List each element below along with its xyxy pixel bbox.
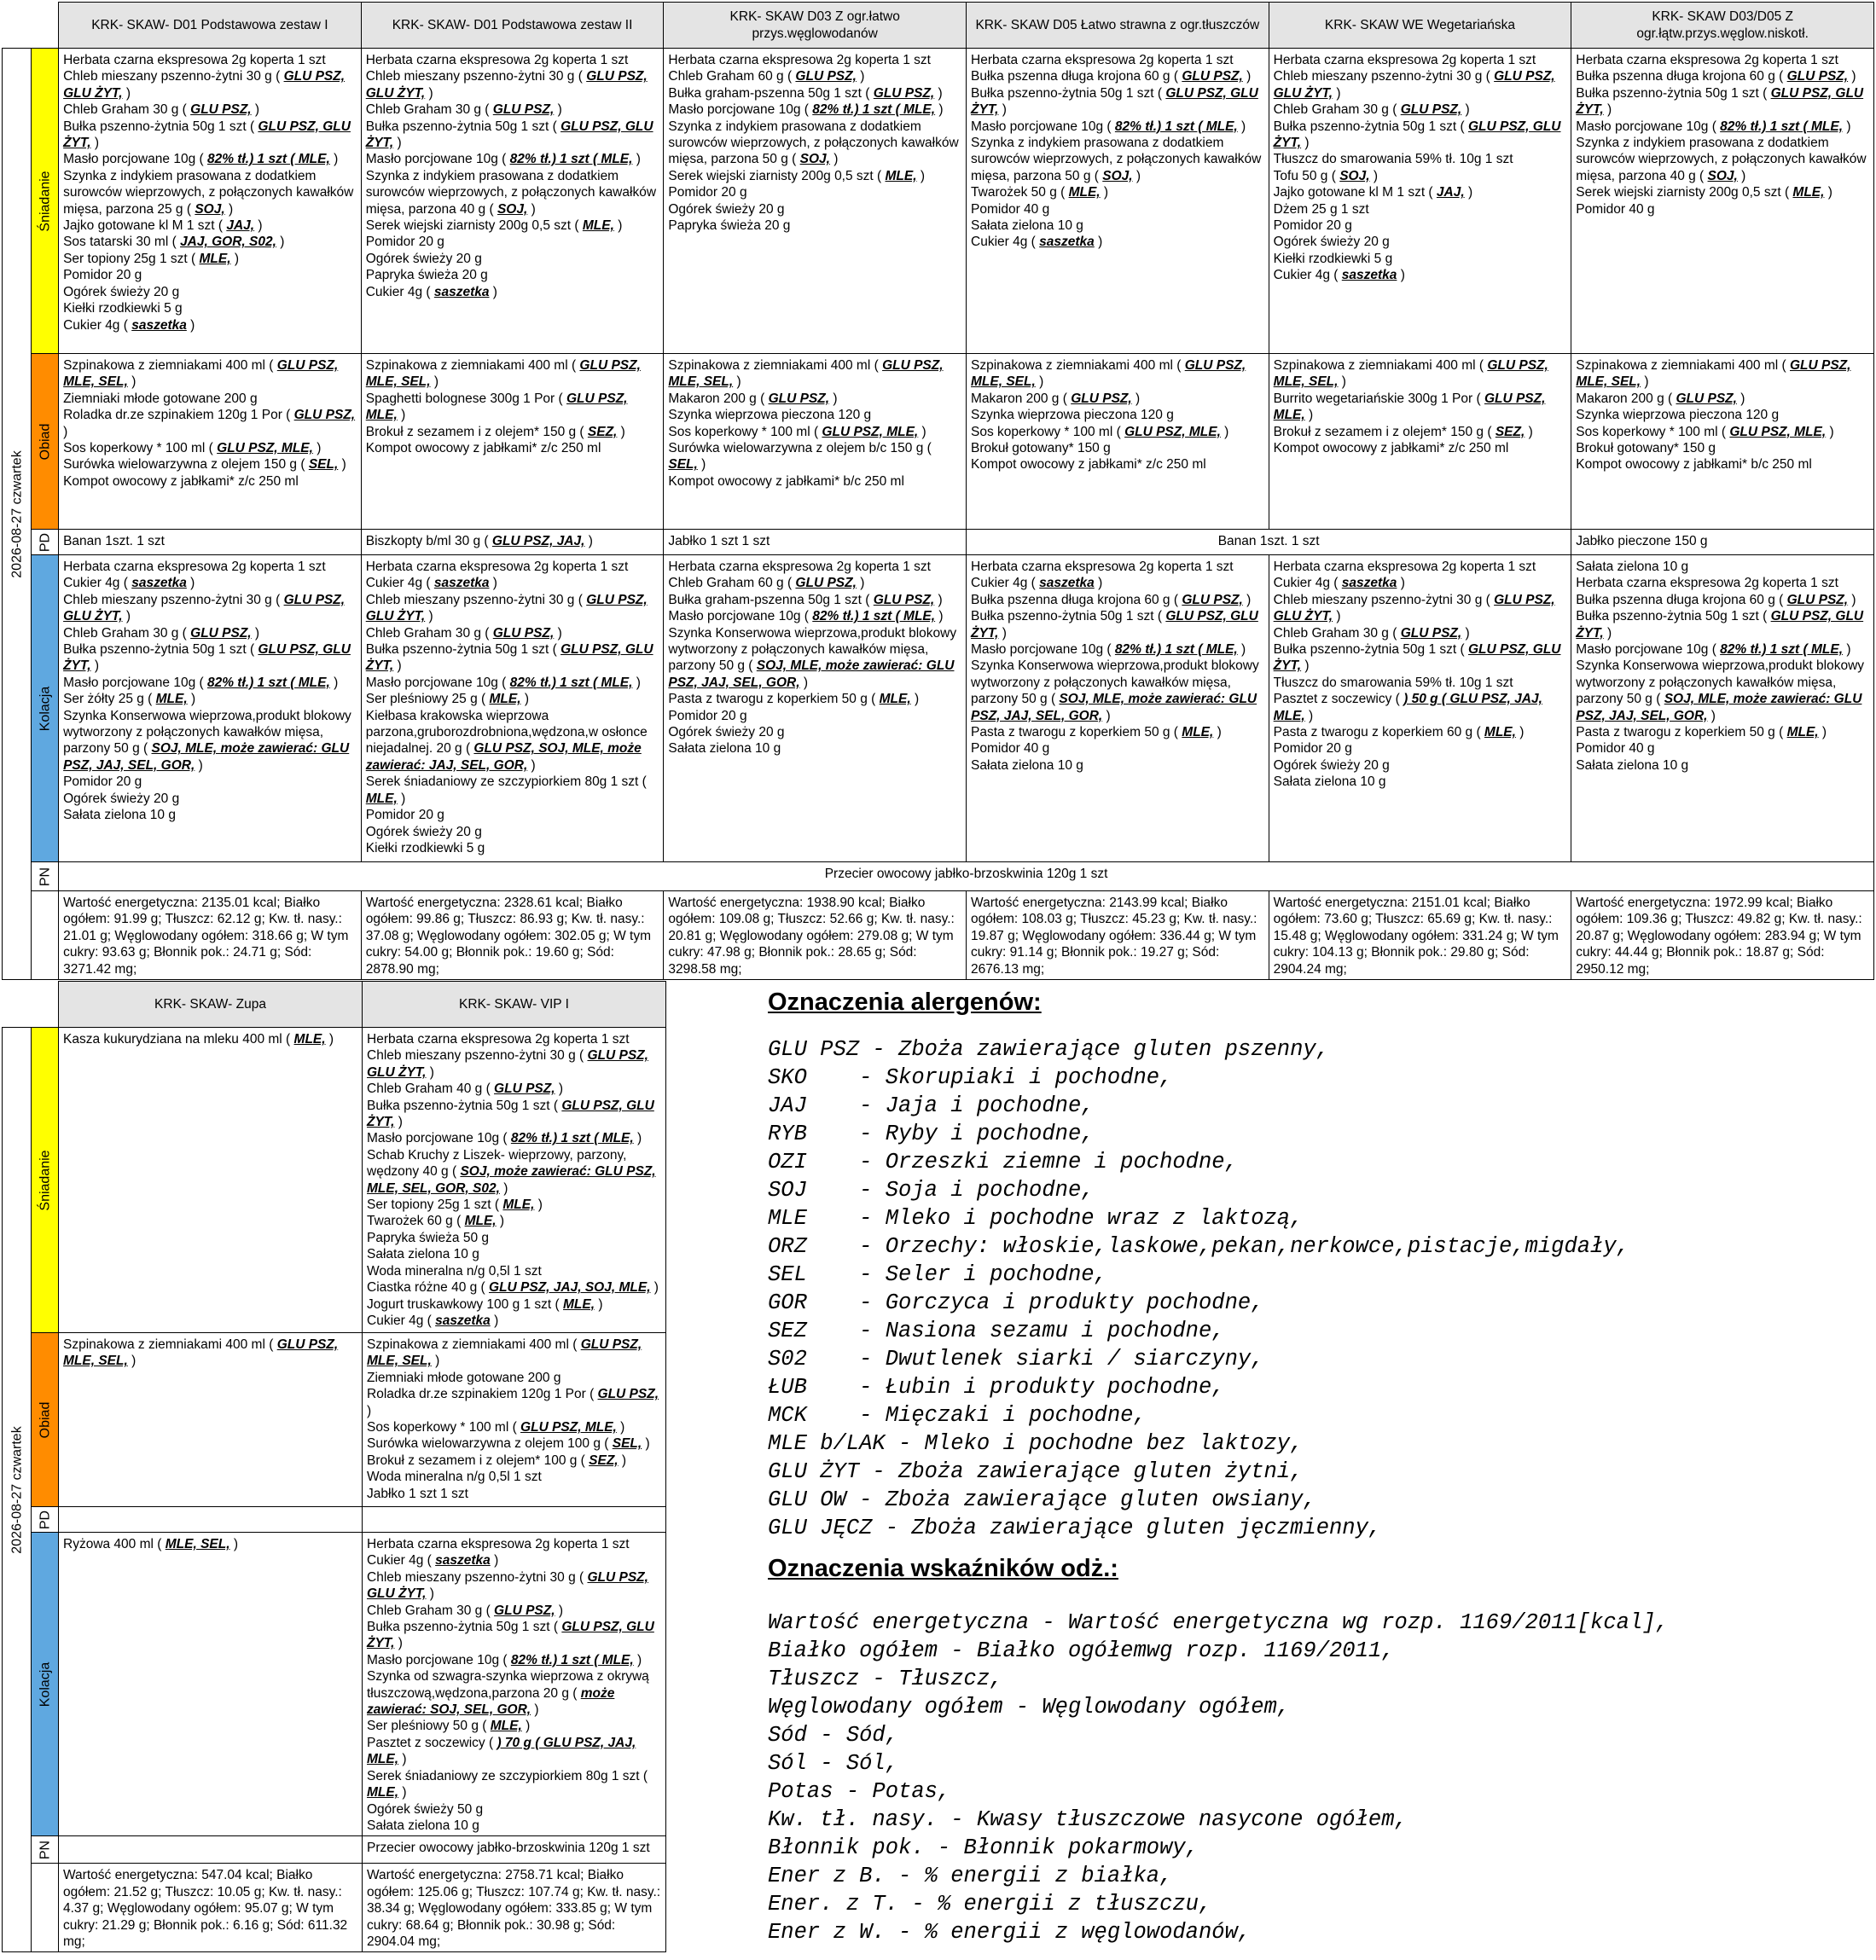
menu-item: Pomidor 20 g (1273, 218, 1352, 234)
menu-cell (363, 1333, 666, 1507)
menu-item: Ogórek świeży 20 g (63, 791, 180, 806)
legend-entry: SKO - Skorupiaki i pochodne, (768, 1065, 1173, 1090)
menu-item: Kompot owocowy z jabłkami* z/c 250 ml (971, 457, 1206, 473)
menu-item: Masło porcjowane 10g ( 82% tł.) 1 szt ( MLE, ) (365, 675, 641, 690)
menu-item: Makaron 200 g ( GLU PSZ, ) (971, 391, 1141, 406)
menu-item: Herbata czarna ekspresowa 2g koperta 1 szt (365, 53, 629, 67)
nutrition-cell: Wartość energetyczna: 2151.01 kcal; Białko ogółem: 73.60 g; Tłuszcz: 65.69 g; Kw. tł. nasy.: 15.48 g; Węglowodany ogółem: 331.24 g; W tym cukry: 104.13 g; Błonnik pok.: 29.80 g; Sód: 2904.24 mg; (1269, 891, 1571, 980)
menu-item: Ogórek świeży 20 g (1273, 757, 1390, 773)
menu-item: Woda mineralna n/g 0,5l 1 szt (367, 1263, 542, 1279)
menu-item: Masło porcjowane 10g ( 82% tł.) 1 szt ( MLE, ) (668, 102, 944, 118)
menu-cell: Banan 1szt. 1 szt (967, 530, 1571, 555)
legend-entry: Ener z B. - % energii z białka, (768, 1864, 1173, 1888)
menu-item: Herbata czarna ekspresowa 2g koperta 1 szt (1273, 560, 1536, 574)
menu-item: Surówka wielowarzywna z olejem 150 g ( SEL, ) (63, 457, 346, 473)
menu-item: Szpinakowa z ziemniakami 400 ml ( GLU PSZ, MLE, SEL, ) (63, 1337, 339, 1369)
menu-item: Szynka Konserwowa wieprzowa,produkt blokowy wytworzony z połączonych kawałków mięsa, parzony 50 g ( SOJ, MLE, może zawierać: GLU PSZ, JAJ, SEL, GOR, ) (63, 708, 351, 773)
menu-item: Chleb Graham 30 g ( GLU PSZ, ) (1273, 625, 1470, 641)
date-cell (3, 49, 32, 980)
menu-item: Pasztet z soczewicy ( ) 50 g ( GLU PSZ, JAJ, MLE, ) (1273, 692, 1542, 723)
legend (768, 988, 1860, 1946)
menu-cell (59, 354, 362, 530)
legend-entry: S02 - Dwutlenek siarki / siarczyny, (768, 1347, 1264, 1371)
legend-entry: GLU PSZ - Zboża zawierające gluten pszenny, (768, 1037, 1330, 1062)
menu-item: Cukier 4g ( saszetka ) (365, 576, 497, 591)
legend-entry: MLE - Mleko i pochodne wraz z laktozą, (768, 1206, 1304, 1231)
meal-label-kolacja: Kolacja (32, 1533, 59, 1836)
menu-item: Brokuł z sezamem i z olejem* 100 g ( SEZ, ) (367, 1453, 627, 1468)
legend-entry: SEZ - Nasiona sezamu i pochodne, (768, 1319, 1225, 1343)
legend-entry: OZI - Orzeszki ziemne i pochodne, (768, 1150, 1238, 1174)
menu-item: Serek wiejski ziarnisty 200g 0,5 szt ( MLE, ) (1576, 185, 1832, 200)
menu-item: Szynka wieprzowa pieczona 120 g (971, 408, 1174, 423)
nutrition-cell: Wartość energetyczna: 547.04 kcal; Białko ogółem: 21.52 g; Tłuszcz: 10.05 g; Kw. tł. nasy.: 4.37 g; Węglowodany ogółem: 95.07 g; W tym cukry: 21.29 g; Błonnik pok.: 6.16 g; Sód: 611.32 mg; (59, 1864, 363, 1952)
legend-entry: Kw. tł. nasy. - Kwasy tłuszczowe nasycone ogółem, (768, 1807, 1408, 1832)
menu-item: Szynka Konserwowa wieprzowa,produkt blokowy wytworzony z połączonych kawałków mięsa, parzony 50 g ( SOJ, MLE, może zawierać: GLU PSZ, JAJ, SEL, GOR, ) (1576, 658, 1865, 723)
menu-item: Chleb mieszany pszenno-żytni 30 g ( GLU PSZ, GLU ŻYT, ) (1273, 69, 1555, 101)
menu-item: Chleb Graham 30 g ( GLU PSZ, ) (63, 102, 260, 118)
legend-entry: Węglowodany ogółem - Węglowodany ogółem, (768, 1695, 1291, 1719)
nutrition-label-cell (32, 1864, 59, 1952)
menu-item: Pomidor 40 g (1576, 741, 1655, 757)
diet-header: KRK- SKAW D03 Z ogr.łatwo przys.węglowodanów (664, 3, 967, 49)
legend-entry: GLU JĘCZ - Zboża zawierające gluten jęczmienny, (768, 1516, 1382, 1540)
menu-item: Chleb Graham 30 g ( GLU PSZ, ) (63, 625, 260, 641)
menu-item: Kompot owocowy z jabłkami* b/c 250 ml (1576, 457, 1812, 473)
menu-item: Pasztet z soczewicy ( ) 70 g ( GLU PSZ, JAJ, MLE, ) (367, 1735, 636, 1767)
allergens-title: Oznaczenia alergenów: (768, 989, 1042, 1016)
menu-item: Pomidor 20 g (668, 708, 747, 723)
menu-cell: Jabłko 1 szt 1 szt (664, 530, 967, 555)
menu-item: Jajko gotowane kl M 1 szt ( JAJ, ) (1273, 185, 1473, 200)
menu-item: Chleb mieszany pszenno-żytni 30 g ( GLU PSZ, GLU ŻYT, ) (367, 1569, 648, 1602)
menu-item: Ryżowa 400 ml ( MLE, SEL, ) (63, 1537, 238, 1551)
menu-item: Cukier 4g ( saszetka ) (63, 576, 195, 591)
menu-item: Tłuszcz do smarowania 59% tł. 10g 1 szt (1273, 675, 1513, 690)
menu-item: Cukier 4g ( saszetka ) (367, 1313, 499, 1328)
menu-item: Bułka pszenno-żytnia 50g 1 szt ( GLU PSZ, GLU ŻYT, ) (367, 1098, 654, 1130)
menu-item: Sos koperkowy * 100 ml ( GLU PSZ, MLE, ) (668, 424, 926, 439)
legend-entry: GLU ŻYT - Zboża zawierające gluten żytni, (768, 1459, 1304, 1484)
meal-label-sniadanie: Śniadanie (32, 49, 59, 354)
legend-entry: MCK - Mięczaki i pochodne, (768, 1403, 1147, 1428)
menu-item: Herbata czarna ekspresowa 2g koperta 1 szt (1576, 576, 1838, 591)
menu-item: Szynka z indykiem prasowana z dodatkiem surowców wieprzowych, z połączonych kawałków mięsa, parzona 40 g ( SOJ, ) (1576, 136, 1867, 183)
menu-item: Ser żółty 25 g ( MLE, ) (63, 692, 196, 707)
menu-item: Sos koperkowy * 100 ml ( GLU PSZ, MLE, ) (367, 1420, 625, 1435)
menu-item: Pomidor 20 g (365, 235, 444, 250)
legend-entry: SEL - Seler i pochodne, (768, 1262, 1107, 1287)
menu-item: Kompot owocowy z jabłkami* b/c 250 ml (668, 473, 904, 489)
menu-item: Masło porcjowane 10g ( 82% tł.) 1 szt ( MLE, ) (367, 1652, 642, 1667)
menu-item: Cukier 4g ( saszetka ) (1273, 576, 1405, 591)
legend-entry: Sól - Sól, (768, 1751, 899, 1776)
legend-entry: Wartość energetyczna - Wartość energetyczna wg rozp. 1169/2011[kcal], (768, 1610, 1669, 1635)
menu-item: Kiełki rzodkiewki 5 g (63, 301, 183, 316)
menu-item: Ogórek świeży 20 g (365, 251, 482, 266)
menu-item: Pomidor 40 g (971, 201, 1050, 217)
menu-cell (1571, 555, 1874, 862)
menu-item: Sos koperkowy * 100 ml ( GLU PSZ, MLE, ) (971, 424, 1229, 439)
menu-item: Kiełbasa krakowska wieprzowa parzona,gruborozdrobniona,wędzona,w osłonce niejadalnej. 20 g ( GLU PSZ, SOJ, MLE, może zawierać: JAJ, SEL, GOR, ) (365, 708, 648, 773)
menu-item: Pomidor 20 g (63, 774, 142, 790)
menu-item: Bułka pszenno-żytnia 50g 1 szt ( GLU PSZ, GLU ŻYT, ) (365, 642, 653, 674)
menu-item: Szynka z indykiem prasowana z dodatkiem surowców wieprzowych, z połączonych kawałków mięsa, parzona 40 g ( SOJ, ) (365, 168, 657, 217)
menu-item: Sałata zielona 10 g (367, 1247, 479, 1262)
menu-item: Szpinakowa z ziemniakami 400 ml ( GLU PSZ, MLE, SEL, ) (1273, 358, 1548, 390)
menu-item: Sos koperkowy * 100 ml ( GLU PSZ, MLE, ) (63, 441, 322, 456)
menu-item: Bułka pszenno-żytnia 50g 1 szt ( GLU PSZ, GLU ŻYT, ) (1576, 609, 1864, 641)
menu-cell (1571, 49, 1874, 354)
menu-item: Bułka pszenno-żytnia 50g 1 szt ( GLU PSZ, GLU ŻYT, ) (1273, 642, 1561, 674)
menu-item: Chleb mieszany pszenno-żytni 30 g ( GLU PSZ, GLU ŻYT, ) (1273, 592, 1555, 624)
nutrition-cell: Wartość energetyczna: 2143.99 kcal; Białko ogółem: 108.03 g; Tłuszcz: 45.23 g; Kw. tł. nasy.: 19.87 g; Węglowodany ogółem: 336.44 g; W tym cukry: 91.14 g; Błonnik pok.: 19.27 g; Sód: 2676.13 mg; (967, 891, 1269, 980)
menu-cell (664, 49, 967, 354)
menu-item: Szynka wieprzowa pieczona 120 g (668, 408, 872, 423)
menu-cell (59, 1836, 363, 1864)
legend-entry: Sód - Sód, (768, 1723, 899, 1748)
menu-cell (59, 49, 362, 354)
menu-item: Spaghetti bolognese 300g 1 Por ( GLU PSZ, MLE, ) (365, 391, 628, 423)
menu-item: Brokuł gotowany* 150 g (1576, 441, 1716, 456)
menu-item: Cukier 4g ( saszetka ) (63, 317, 195, 333)
menu-item: Twarożek 50 g ( MLE, ) (971, 185, 1109, 200)
menu-cell (664, 354, 967, 530)
menu-item: Cukier 4g ( saszetka ) (971, 576, 1103, 591)
date-cell (3, 1028, 32, 1952)
nutrition-cell: Wartość energetyczna: 2328.61 kcal; Białko ogółem: 99.86 g; Tłuszcz: 86.93 g; Kw. tł. nasy.: 37.08 g; Węglowodany ogółem: 302.05 g; W tym cukry: 54.00 g; Błonnik pok.: 19.60 g; Sód: 2878.90 mg; (361, 891, 664, 980)
meal-label-pn: PN (32, 1836, 59, 1864)
nutrition-cell: Wartość energetyczna: 2758.71 kcal; Białko ogółem: 125.06 g; Tłuszcz: 107.74 g; Kw. tł. nasy.: 38.34 g; Węglowodany ogółem: 333.85 g; W tym cukry: 68.64 g; Błonnik pok.: 30.98 g; Sód: 2904.04 mg; (363, 1864, 666, 1952)
meal-label-kolacja: Kolacja (32, 555, 59, 862)
menu-item: Kompot owocowy z jabłkami* z/c 250 ml (365, 441, 601, 456)
menu-item: Szynka od szwagra-szynka wieprzowa z okrywą tłuszczową,wędzona,parzona 20 g ( może zawierać: SOJ, SEL, GOR, ) (367, 1669, 649, 1718)
menu-item: Herbata czarna ekspresowa 2g koperta 1 szt (63, 560, 326, 574)
menu-item: Woda mineralna n/g 0,5l 1 szt (367, 1470, 542, 1485)
menu-item: Biszkopty b/ml 30 g ( GLU PSZ, JAJ, ) (365, 534, 593, 548)
menu-item: Roladka dr.ze szpinakiem 120g 1 Por ( GLU PSZ, ) (63, 408, 356, 439)
menu-item: Chleb mieszany pszenno-żytni 30 g ( GLU PSZ, GLU ŻYT, ) (63, 592, 346, 624)
nutrition-cell: Wartość energetyczna: 2135.01 kcal; Białko ogółem: 91.99 g; Tłuszcz: 62.12 g; Kw. tł. nasy.: 21.01 g; Węglowodany ogółem: 318.66 g; W tym cukry: 93.63 g; Błonnik pok.: 24.71 g; Sód: 3271.42 mg; (59, 891, 362, 980)
menu-item: Jabłko 1 szt 1 szt (367, 1486, 468, 1501)
menu-item: Pasta z twarogu z koperkiem 50 g ( MLE, ) (971, 725, 1222, 740)
menu-item: Ogórek świeży 20 g (668, 201, 785, 217)
menu-cell (967, 49, 1269, 354)
menu-item: Sałata zielona 10 g (1576, 560, 1689, 574)
corner-blank (3, 982, 59, 1028)
nutrition-cell: Wartość energetyczna: 1972.99 kcal; Białko ogółem: 109.36 g; Tłuszcz: 49.82 g; Kw. tł. nasy.: 20.87 g; Węglowodany ogółem: 283.94 g; W tym cukry: 44.44 g; Błonnik pok.: 18.87 g; Sód: 2950.12 mg; (1571, 891, 1874, 980)
diet-header: KRK- SKAW D05 Łatwo strawna z ogr.tłuszczów (967, 3, 1269, 49)
menu-item: Pomidor 40 g (971, 741, 1050, 757)
menu-item: Masło porcjowane 10g ( 82% tł.) 1 szt ( MLE, ) (63, 152, 339, 167)
menu-item: Ogórek świeży 20 g (668, 725, 785, 740)
menu-item: Ser pleśniowy 25 g ( MLE, ) (365, 692, 529, 707)
menu-item: Pomidor 20 g (668, 185, 747, 200)
meal-label-pn: PN (32, 862, 59, 891)
menu-item: Brokuł z sezamem i z olejem* 150 g ( SEZ, ) (1273, 424, 1533, 439)
menu-item: Ogórek świeży 50 g (367, 1801, 484, 1817)
menu-item: Bułka pszenno-żytnia 50g 1 szt ( GLU PSZ, GLU ŻYT, ) (367, 1620, 654, 1651)
legend-entry: Potas - Potas, (768, 1779, 951, 1804)
menu-item: Pasta z twarogu z koperkiem 50 g ( MLE, ) (1576, 725, 1827, 740)
menu-item: Sałata zielona 10 g (367, 1818, 479, 1833)
menu-item: Pomidor 40 g (1576, 201, 1655, 217)
menu-cell (1269, 49, 1571, 354)
legend-entry: MLE b/LAK - Mleko i pochodne bez laktozy, (768, 1431, 1304, 1456)
menu-item: Bułka pszenno-żytnia 50g 1 szt ( GLU PSZ, GLU ŻYT, ) (971, 85, 1258, 118)
legend-entry: ŁUB - Łubin i produkty pochodne, (768, 1375, 1225, 1400)
legend-entry: Ener z W. - % energii z węglowodanów, (768, 1920, 1252, 1945)
menu-cell (967, 354, 1269, 530)
nutrition-cell: Wartość energetyczna: 1938.90 kcal; Białko ogółem: 109.08 g; Tłuszcz: 52.66 g; Kw. tł. nasy.: 20.81 g; Węglowodany ogółem: 279.08 g; W tym cukry: 47.98 g; Błonnik pok.: 28.65 g; Sód: 3298.58 mg; (664, 891, 967, 980)
menu-cell (361, 555, 664, 862)
menu-item: Serek śniadaniowy ze szczypiorkiem 80g 1 szt ( MLE, ) (367, 1768, 648, 1801)
menu-item: Bułka pszenna długa krojona 60 g ( GLU PSZ, ) (1576, 69, 1856, 84)
menu-item: Chleb mieszany pszenno-żytni 30 g ( GLU PSZ, GLU ŻYT, ) (63, 69, 346, 101)
menu-cell: Banan 1szt. 1 szt (59, 530, 362, 555)
menu-cell (361, 49, 664, 354)
date-label: 2026-08-27 czwartek (9, 449, 24, 578)
diet-header: KRK- SKAW- VIP I (363, 982, 666, 1028)
menu-item: Masło porcjowane 10g ( 82% tł.) 1 szt ( MLE, ) (1576, 119, 1851, 134)
allergens-list (768, 1035, 1860, 1542)
menu-item: Szynka z indykiem prasowana z dodatkiem surowców wieprzowych, z połączonych kawałków mięsa, parzona 50 g ( SOJ, ) (971, 136, 1262, 183)
menu-item: Masło porcjowane 10g ( 82% tł.) 1 szt ( MLE, ) (1576, 642, 1851, 658)
meal-label-obiad: Obiad (32, 354, 59, 530)
menu-item: Herbata czarna ekspresowa 2g koperta 1 szt (668, 53, 931, 67)
legend-entry: GLU OW - Zboża zawierające gluten owsiany, (768, 1487, 1316, 1512)
menu-item: Bułka pszenno-żytnia 50g 1 szt ( GLU PSZ, GLU ŻYT, ) (365, 119, 653, 151)
legend-entry: JAJ - Jaja i pochodne, (768, 1093, 1095, 1118)
menu-item: Chleb Graham 60 g ( GLU PSZ, ) (668, 576, 865, 591)
legend-entry: Białko ogółem - Białko ogółemwg rozp. 1169/2011, (768, 1638, 1395, 1663)
menu-item: Sałata zielona 10 g (971, 218, 1083, 234)
menu-cell (664, 555, 967, 862)
menu-item: Twarożek 60 g ( MLE, ) (367, 1214, 505, 1229)
menu-table-main (2, 2, 1874, 980)
menu-item: Chleb mieszany pszenno-żytni 30 g ( GLU PSZ, GLU ŻYT, ) (367, 1048, 648, 1080)
menu-item: Brokuł gotowany* 150 g (971, 441, 1111, 456)
menu-item: Szynka z indykiem prasowana z dodatkiem surowców wieprzowych, z połączonych kawałków mięsa, parzona 25 g ( SOJ, ) (63, 168, 354, 217)
diet-header: KRK- SKAW D03/D05 Z ogr.łątw.przys.węglow.niskotł. (1571, 3, 1874, 49)
menu-item: Tłuszcz do smarowania 59% tł. 10g 1 szt (1273, 152, 1513, 167)
menu-item: Chleb mieszany pszenno-żytni 30 g ( GLU PSZ, GLU ŻYT, ) (365, 69, 648, 101)
menu-cell (59, 1533, 363, 1836)
menu-cell (967, 555, 1269, 862)
menu-item: Cukier 4g ( saszetka ) (367, 1553, 499, 1569)
menu-item: Herbata czarna ekspresowa 2g koperta 1 szt (367, 1537, 630, 1551)
meal-label-pd: PD (32, 530, 59, 555)
meal-label-obiad: Obiad (32, 1333, 59, 1507)
diet-header: KRK- SKAW- Zupa (59, 982, 363, 1028)
menu-item: Pasta z twarogu z koperkiem 50 g ( MLE, ) (668, 692, 920, 707)
menu-cell (59, 555, 362, 862)
menu-item: Ziemniaki młode gotowane 200 g (63, 391, 258, 406)
menu-cell (1571, 354, 1874, 530)
menu-item: Sałata zielona 10 g (63, 808, 176, 823)
menu-item: Kompot owocowy z jabłkami* z/c 250 ml (1273, 441, 1509, 456)
menu-item: Cukier 4g ( saszetka ) (365, 284, 497, 299)
menu-item: Herbata czarna ekspresowa 2g koperta 1 szt (668, 560, 931, 574)
menu-item: Brokuł z sezamem i z olejem* 150 g ( SEZ, ) (365, 424, 625, 439)
menu-item: Pomidor 20 g (63, 268, 142, 283)
menu-cell (363, 1028, 666, 1333)
menu-item: Tofu 50 g ( SOJ, ) (1273, 168, 1378, 183)
menu-item: Chleb Graham 30 g ( GLU PSZ, ) (1273, 102, 1470, 118)
menu-item: Bułka pszenna długa krojona 60 g ( GLU PSZ, ) (971, 592, 1252, 607)
menu-item: Chleb Graham 30 g ( GLU PSZ, ) (365, 625, 562, 641)
menu-item: Chleb Graham 40 g ( GLU PSZ, ) (367, 1081, 563, 1097)
diet-header: KRK- SKAW- D01 Podstawowa zestaw II (361, 3, 664, 49)
menu-item: Herbata czarna ekspresowa 2g koperta 1 szt (367, 1032, 630, 1047)
menu-item: Burrito wegetariańskie 300g 1 Por ( GLU PSZ, MLE, ) (1273, 391, 1546, 423)
menu-item: Bułka pszenno-żytnia 50g 1 szt ( GLU PSZ, GLU ŻYT, ) (1273, 119, 1561, 151)
menu-item: Sałata zielona 10 g (1273, 774, 1386, 790)
indicators-list (768, 1609, 1860, 1946)
menu-item: Serek śniadaniowy ze szczypiorkiem 80g 1 szt ( MLE, ) (365, 774, 647, 806)
menu-item: Herbata czarna ekspresowa 2g koperta 1 szt (365, 560, 629, 574)
menu-item: Cukier 4g ( saszetka ) (971, 235, 1103, 250)
menu-item: Szpinakowa z ziemniakami 400 ml ( GLU PSZ, MLE, SEL, ) (63, 358, 339, 390)
menu-item: Masło porcjowane 10g ( 82% tł.) 1 szt ( MLE, ) (971, 642, 1246, 658)
menu-item: Kompot owocowy z jabłkami* z/c 250 ml (63, 473, 299, 489)
menu-item: Pomidor 20 g (365, 808, 444, 823)
menu-item: Sałata zielona 10 g (1576, 757, 1689, 773)
menu-item: Masło porcjowane 10g ( 82% tł.) 1 szt ( MLE, ) (367, 1131, 642, 1146)
menu-item: Herbata czarna ekspresowa 2g koperta 1 szt (1273, 53, 1536, 67)
nutrition-label-cell (32, 891, 59, 980)
menu-cell (59, 1507, 363, 1533)
menu-item: Dżem 25 g 1 szt (1273, 201, 1369, 217)
menu-item: Sos koperkowy * 100 ml ( GLU PSZ, MLE, ) (1576, 424, 1834, 439)
menu-item: Bułka pszenno-żytnia 50g 1 szt ( GLU PSZ, GLU ŻYT, ) (63, 642, 351, 674)
menu-item: Herbata czarna ekspresowa 2g koperta 1 szt (1576, 53, 1838, 67)
menu-item: Ser topiony 25g 1 szt ( MLE, ) (63, 251, 239, 266)
menu-item: Szpinakowa z ziemniakami 400 ml ( GLU PSZ, MLE, SEL, ) (971, 358, 1246, 390)
menu-item: Kasza kukurydziana na mleku 400 ml ( MLE, ) (63, 1032, 334, 1047)
menu-item: Szynka Konserwowa wieprzowa,produkt blokowy wytworzony z połączonych kawałków mięsa, parzony 50 g ( SOJ, MLE, może zawierać: GLU PSZ, JAJ, SEL, GOR, ) (668, 625, 957, 690)
menu-item: Cukier 4g ( saszetka ) (1273, 268, 1405, 283)
menu-item: Pasta z twarogu z koperkiem 60 g ( MLE, ) (1273, 725, 1525, 740)
date-label: 2026-08-27 czwartek (9, 1425, 24, 1554)
menu-cell (363, 1507, 666, 1533)
menu-item: Kiełki rzodkiewki 5 g (365, 840, 485, 855)
menu-item: Pomidor 20 g (1273, 741, 1352, 757)
legend-entry: Ener. z T. - % energii z tłuszczu, (768, 1892, 1212, 1917)
menu-item: Szpinakowa z ziemniakami 400 ml ( GLU PSZ, MLE, SEL, ) (1576, 358, 1851, 390)
menu-cell (1269, 555, 1571, 862)
menu-item: Makaron 200 g ( GLU PSZ, ) (668, 391, 838, 406)
menu-item: Surówka wielowarzywna z olejem b/c 150 g ( SEL, ) (668, 441, 932, 473)
legend-entry: Tłuszcz - Tłuszcz, (768, 1667, 1003, 1691)
menu-item: Ciastka różne 40 g ( GLU PSZ, JAJ, SOJ, MLE, ) (367, 1280, 659, 1296)
menu-item: Herbata czarna ekspresowa 2g koperta 1 szt (971, 53, 1234, 67)
menu-item: Schab Kruchy z Liszek- wieprzowy, parzony, wędzony 40 g ( SOJ, może zawierać: GLU PSZ, MLE, SEL, GOR, S02, ) (367, 1147, 656, 1196)
menu-item: Papryka świeża 20 g (365, 268, 488, 283)
menu-item: Papryka świeża 20 g (668, 218, 791, 234)
menu-item: Kiełki rzodkiewki 5 g (1273, 251, 1393, 266)
menu-cell: Jabłko pieczone 150 g (1571, 530, 1874, 555)
menu-item: Chleb mieszany pszenno-żytni 30 g ( GLU PSZ, GLU ŻYT, ) (365, 592, 648, 624)
legend-entry: RYB - Ryby i pochodne, (768, 1122, 1095, 1146)
menu-cell (361, 530, 664, 555)
menu-item: Papryka świeża 50 g (367, 1230, 490, 1245)
menu-item: Serek wiejski ziarnisty 200g 0,5 szt ( MLE, ) (365, 218, 623, 234)
menu-item: Ogórek świeży 20 g (1273, 235, 1390, 250)
menu-item: Chleb Graham 60 g ( GLU PSZ, ) (668, 69, 865, 84)
menu-cell: Przecier owocowy jabłko-brzoskwinia 120g 1 szt (59, 862, 1874, 891)
menu-item: Szpinakowa z ziemniakami 400 ml ( GLU PSZ, MLE, SEL, ) (365, 358, 641, 390)
menu-item: Szpinakowa z ziemniakami 400 ml ( GLU PSZ, MLE, SEL, ) (668, 358, 944, 390)
menu-item: Roladka dr.ze szpinakiem 120g 1 Por ( GLU PSZ, ) (367, 1387, 659, 1418)
indicators-title: Oznaczenia wskaźników odż.: (768, 1555, 1118, 1582)
menu-item: Herbata czarna ekspresowa 2g koperta 1 szt (971, 560, 1234, 574)
menu-item: Bułka pszenna długa krojona 60 g ( GLU PSZ, ) (971, 69, 1252, 84)
menu-item: Bułka pszenno-żytnia 50g 1 szt ( GLU PSZ, GLU ŻYT, ) (1576, 85, 1864, 118)
menu-item: Surówka wielowarzywna z olejem 100 g ( SEL, ) (367, 1436, 650, 1452)
menu-item: Bułka pszenna długa krojona 60 g ( GLU PSZ, ) (1576, 592, 1856, 607)
legend-entry: ORZ - Orzechy: włoskie,laskowe,pekan,nerkowce,pistacje,migdały, (768, 1234, 1629, 1259)
corner-blank (3, 3, 59, 49)
menu-item: Masło porcjowane 10g ( 82% tł.) 1 szt ( MLE, ) (971, 119, 1246, 134)
meal-label-sniadanie: Śniadanie (32, 1028, 59, 1333)
menu-item: Ogórek świeży 20 g (365, 824, 482, 839)
menu-item: Szynka z indykiem prasowana z dodatkiem surowców wieprzowych, z połączonych kawałków mięsa, parzona 50 g ( SOJ, ) (668, 119, 959, 167)
menu-item: Bułka pszenno-żytnia 50g 1 szt ( GLU PSZ, GLU ŻYT, ) (971, 609, 1258, 641)
menu-cell: Przecier owocowy jabłko-brzoskwinia 120g 1 szt (363, 1836, 666, 1864)
menu-item: Chleb Graham 30 g ( GLU PSZ, ) (367, 1603, 563, 1618)
diet-header: KRK- SKAW- D01 Podstawowa zestaw I (59, 3, 362, 49)
menu-item: Herbata czarna ekspresowa 2g koperta 1 szt (63, 53, 326, 67)
menu-item: Bułka pszenno-żytnia 50g 1 szt ( GLU PSZ, GLU ŻYT, ) (63, 119, 351, 151)
menu-item: Ziemniaki młode gotowane 200 g (367, 1370, 561, 1385)
menu-item: Sałata zielona 10 g (971, 757, 1083, 773)
menu-item: Bułka graham-pszenna 50g 1 szt ( GLU PSZ, ) (668, 592, 943, 607)
menu-cell (363, 1533, 666, 1836)
menu-item: Szynka Konserwowa wieprzowa,produkt blokowy wytworzony z połączonych kawałków mięsa, parzony 50 g ( SOJ, MLE, może zawierać: GLU PSZ, JAJ, SEL, GOR, ) (971, 658, 1259, 723)
menu-item: Masło porcjowane 10g ( 82% tł.) 1 szt ( MLE, ) (365, 152, 641, 167)
menu-item: Masło porcjowane 10g ( 82% tł.) 1 szt ( MLE, ) (63, 675, 339, 690)
menu-table-secondary (2, 981, 666, 1952)
legend-entry: GOR - Gorczyca i produkty pochodne, (768, 1290, 1264, 1315)
menu-item: Szynka wieprzowa pieczona 120 g (1576, 408, 1780, 423)
legend-entry: Błonnik pok. - Błonnik pokarmowy, (768, 1835, 1199, 1860)
menu-item: Jogurt truskawkowy 100 g 1 szt ( MLE, ) (367, 1296, 603, 1312)
menu-cell (361, 354, 664, 530)
menu-item: Ser topiony 25g 1 szt ( MLE, ) (367, 1197, 543, 1213)
menu-item: Sos tatarski 30 ml ( JAJ, GOR, S02, ) (63, 235, 285, 250)
menu-item: Szpinakowa z ziemniakami 400 ml ( GLU PSZ, MLE, SEL, ) (367, 1337, 642, 1369)
diet-header: KRK- SKAW WE Wegetariańska (1269, 3, 1571, 49)
menu-item: Jajko gotowane kl M 1 szt ( JAJ, ) (63, 218, 263, 234)
menu-item: Makaron 200 g ( GLU PSZ, ) (1576, 391, 1745, 406)
menu-item: Ogórek świeży 20 g (63, 284, 180, 299)
menu-item: Ser pleśniowy 50 g ( MLE, ) (367, 1719, 531, 1734)
menu-item: Masło porcjowane 10g ( 82% tł.) 1 szt ( MLE, ) (668, 609, 944, 624)
menu-item: Sałata zielona 10 g (668, 741, 781, 757)
menu-cell (1269, 354, 1571, 530)
menu-item: Chleb Graham 30 g ( GLU PSZ, ) (365, 102, 562, 118)
legend-entry: SOJ - Soja i pochodne, (768, 1178, 1095, 1203)
menu-item: Serek wiejski ziarnisty 200g 0,5 szt ( MLE, ) (668, 168, 925, 183)
menu-cell (59, 1333, 363, 1507)
menu-item: Bułka graham-pszenna 50g 1 szt ( GLU PSZ, ) (668, 85, 943, 101)
meal-label-pd: PD (32, 1507, 59, 1533)
menu-cell (59, 1028, 363, 1333)
